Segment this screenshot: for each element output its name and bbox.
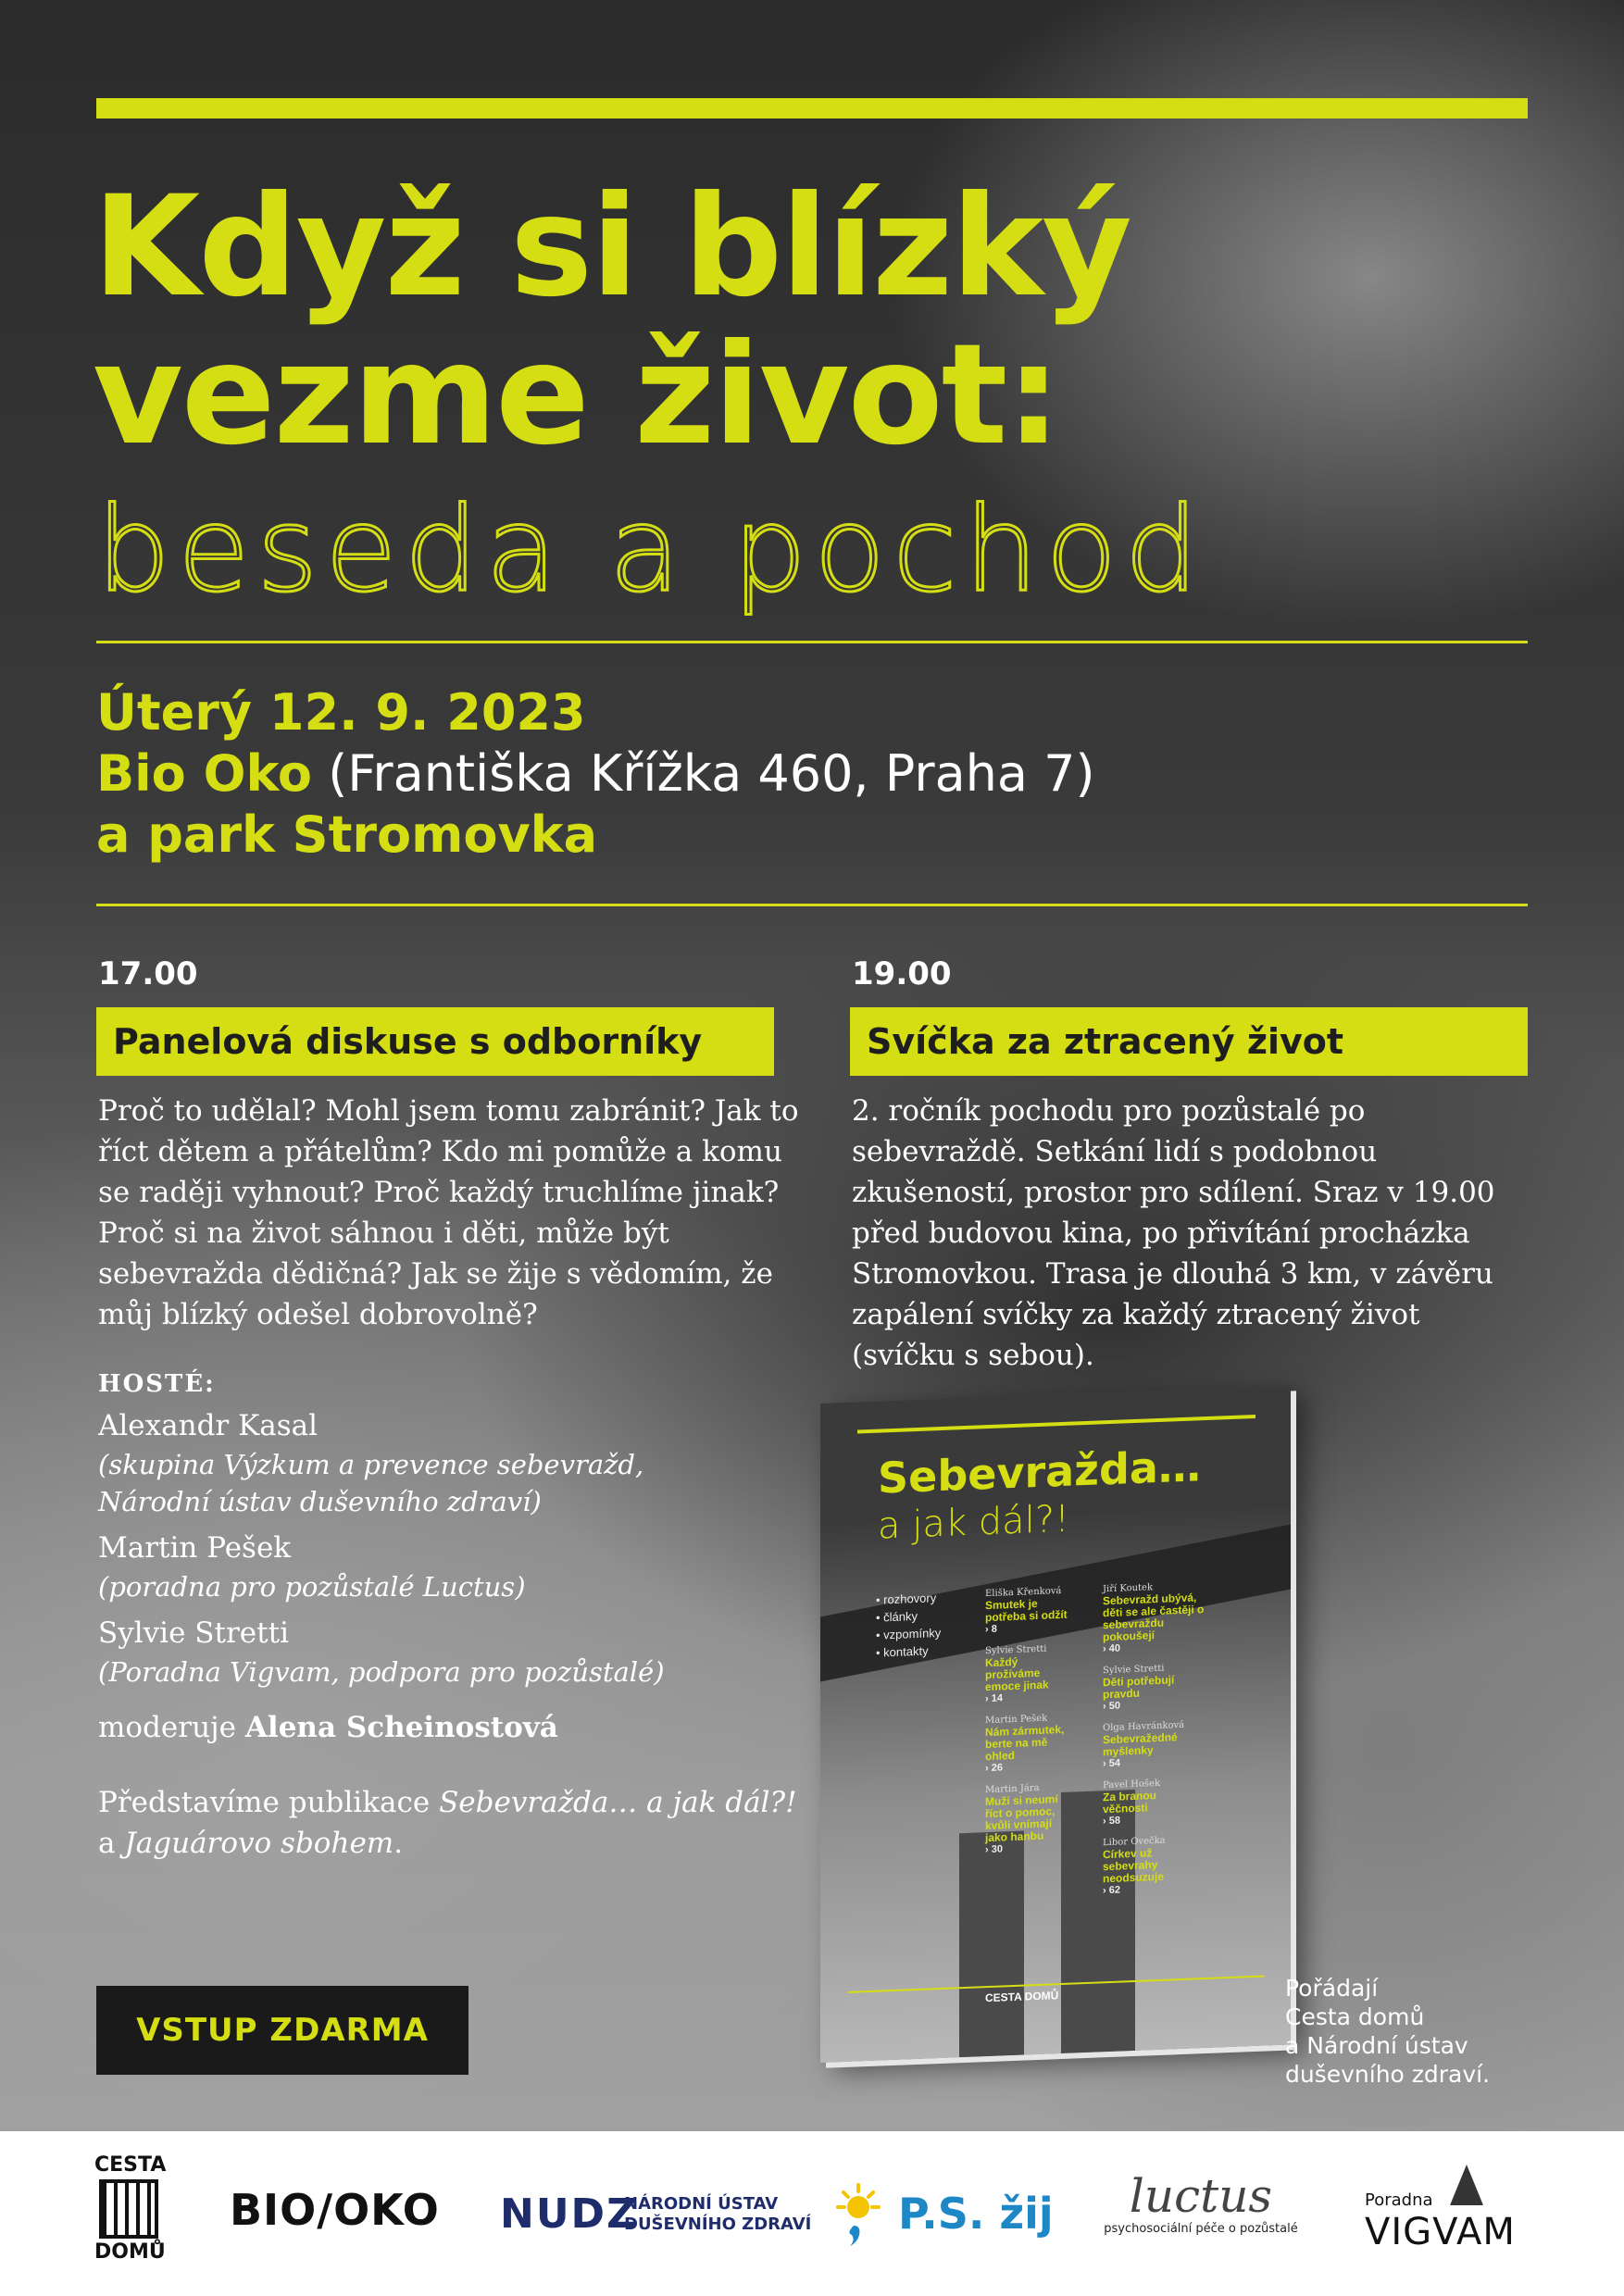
title-line-2: vezme život: [93, 315, 1060, 476]
event-venue [96, 744, 1095, 804]
event-date-text: Úterý 12. 9. 2023 [96, 683, 586, 742]
nudz-line-2: DUŠEVNÍHO ZDRAVÍ [624, 2215, 812, 2234]
publications-prefix: Představíme publikace [98, 1786, 431, 1819]
book-category: • kontakty [876, 1643, 929, 1660]
toc-title: Nám zármutek, berte na mě ohled [985, 1722, 1065, 1764]
guest-affiliation: (skupina Výzkum a prevence sebevražd, Národní ústav duševního zdraví) [98, 1449, 644, 1517]
book-cover-image [820, 1385, 1291, 2063]
title-line-1: Když si blízký [93, 167, 1131, 328]
guests-block [98, 1370, 839, 1748]
event-venue-extra [96, 805, 597, 865]
venue-extra-text: a park Stromovka [96, 805, 598, 864]
left-description: Proč to udělal? Mohl jsem tomu zabránit? Jak to říct dětem a přátelům? Kdo mi pomůže a komu se raději vyhnout? Proč každý truchlíme jinak? Proč si na život sáhnou i děti, může být sebevražda dědičná? Jak se žije s vědomím, že můj blízký odešel dobrovolně? [98, 1094, 799, 1331]
publication-1: Sebevražda… a jak dál?! [439, 1786, 797, 1819]
book-category: • články [876, 1608, 918, 1625]
left-time: 17.00 [98, 955, 198, 992]
nudz-line-1: NÁRODNÍ ÚSTAV [624, 2194, 779, 2214]
guests-heading: HOSTÉ: [98, 1370, 216, 1398]
cesta-domu-logo [94, 2153, 167, 2264]
luctus-tagline: psychosociální péče o pozůstalé [1104, 2222, 1298, 2236]
top-accent-rule [96, 98, 1528, 119]
publications-end: . [394, 1827, 404, 1860]
sun-svg [833, 2183, 883, 2248]
toc-page: › 8 [985, 1623, 997, 1636]
book-category: • vzpomínky [876, 1625, 942, 1642]
subtitle [96, 481, 1206, 618]
guest-name: Martin Pešek [98, 1531, 292, 1565]
sun-icon [833, 2183, 883, 2233]
toc-page: › 40 [1103, 1642, 1120, 1655]
toc-title: Děti potřebují pravdu [1103, 1673, 1175, 1702]
toc-title: Sebevražedné myšlenky [1103, 1730, 1178, 1759]
vigvam-wordmark: VIGVAM [1365, 2211, 1516, 2253]
toc-author: Pavel Hošek [1103, 1778, 1161, 1791]
luctus-wordmark: luctus [1129, 2169, 1273, 2223]
book-title: Sebevražda… [878, 1441, 1201, 1504]
toc-author: Sylvie Stretti [1103, 1663, 1165, 1677]
toc-page: › 26 [985, 1762, 1003, 1775]
book-category: • rozhovory [876, 1591, 937, 1607]
toc-title: Smutek je potřeba si odžít [985, 1596, 1068, 1625]
publications-and: a [98, 1827, 116, 1860]
luctus-logo [1104, 2170, 1298, 2236]
toc-author: Sylvie Stretti [985, 1643, 1047, 1657]
book-brand: CESTA DOMŮ [985, 1989, 1059, 2005]
toc-title: Církev už sebevrahy neodsuzuje [1103, 1846, 1165, 1886]
toc-title: Muži si neumí říct o pomoc, kvůli vnímají jako hanbu [985, 1792, 1058, 1845]
guest-name: Sylvie Stretti [98, 1616, 289, 1650]
venue-name: Bio Oko [96, 744, 313, 803]
bio-oko-logo: BIO/OKO [230, 2185, 440, 2235]
toc-page: › 50 [1103, 1700, 1120, 1713]
toc-author: Martin Pešek [985, 1713, 1048, 1727]
book-accent-rule [857, 1415, 1255, 1434]
book-categories [876, 1589, 941, 1662]
subtitle-text: beseda a pochod [96, 481, 1206, 618]
publications [98, 1782, 857, 1864]
guest-affiliation: (Poradna Vigvam, podpora pro pozůstalé) [98, 1656, 665, 1688]
toc-page: › 54 [1103, 1757, 1120, 1770]
toc-author: Jiří Koutek [1103, 1582, 1154, 1595]
book-toc-col-2 [1103, 1570, 1205, 1897]
toc-title: Každý prožíváme emoce jinak [985, 1654, 1049, 1694]
toc-page: › 14 [985, 1692, 1003, 1705]
ps-zij-logo: P.S. žij [898, 2189, 1054, 2239]
guest-affiliation: (poradna pro pozůstalé Luctus) [98, 1571, 526, 1603]
toc-page: › 30 [985, 1843, 1003, 1856]
moderator [98, 1707, 839, 1748]
right-time: 19.00 [852, 955, 952, 992]
tipi-icon [1450, 2165, 1483, 2205]
vigvam-top: Poradna [1365, 2190, 1433, 2210]
left-heading: Panelová diskuse s odborníky [96, 1007, 774, 1076]
right-heading: Svíčka za ztracený život [850, 1007, 1528, 1076]
guest-name: Alexandr Kasal [98, 1409, 319, 1442]
moderator-prefix: moderuje [98, 1711, 236, 1744]
divider-2 [96, 904, 1528, 906]
toc-title: Za branou věčnosti [1103, 1789, 1157, 1816]
toc-author: Olga Havránková [1103, 1719, 1185, 1734]
organizers-line: Cesta domů [1285, 2003, 1425, 2030]
organizers-line: duševního zdraví. [1285, 2061, 1491, 2088]
publication-2: Jaguárovo sbohem [124, 1827, 394, 1860]
moderator-name: Alena Scheinostová [244, 1711, 558, 1744]
toc-author: Libor Ovečka [1103, 1835, 1166, 1849]
maze-icon [99, 2179, 158, 2239]
free-entry-badge: VSTUP ZDARMA [96, 1986, 468, 2075]
book-subtitle: a jak dál?! [878, 1497, 1070, 1548]
toc-title: Sebevražd ubývá, děti se ale častěji o sebevraždu pokoušejí [1103, 1591, 1205, 1644]
toc-page: › 58 [1103, 1815, 1120, 1828]
venue-address: (Františka Křížka 460, Praha 7) [328, 744, 1095, 803]
toc-page: › 62 [1103, 1884, 1120, 1897]
nudz-logo-mark: NUDZ [500, 2190, 638, 2238]
organizers-line: Pořádají [1285, 1975, 1379, 2002]
toc-author: Martin Jára [985, 1782, 1040, 1796]
event-date [96, 683, 586, 742]
cesta-logo-bottom: DOMŮ [94, 2240, 166, 2264]
book-toc-col-1 [985, 1576, 1068, 1856]
nudz-logo-text [624, 2194, 811, 2235]
organizers-line: a Národní ústav [1285, 2032, 1468, 2059]
toc-author: Eliška Křenková [985, 1585, 1062, 1600]
book-pillar [959, 1831, 1024, 2058]
organizers [1285, 1974, 1490, 2089]
divider-1 [96, 641, 1528, 643]
cesta-logo-top: CESTA [94, 2153, 167, 2177]
logo-footer [0, 2131, 1624, 2296]
right-description: 2. ročník pochodu pro pozůstalé po sebevraždě. Setkání lidí s podobnou zkušeností, prostor pro sdílení. Sraz v 19.00 před budovou kina, po přivítání procházka Stromovkou. Trasa je dlouhá 3 km, v závěru zapálení svíčky za každý ztracený život (svíčku s sebou). [852, 1094, 1495, 1372]
